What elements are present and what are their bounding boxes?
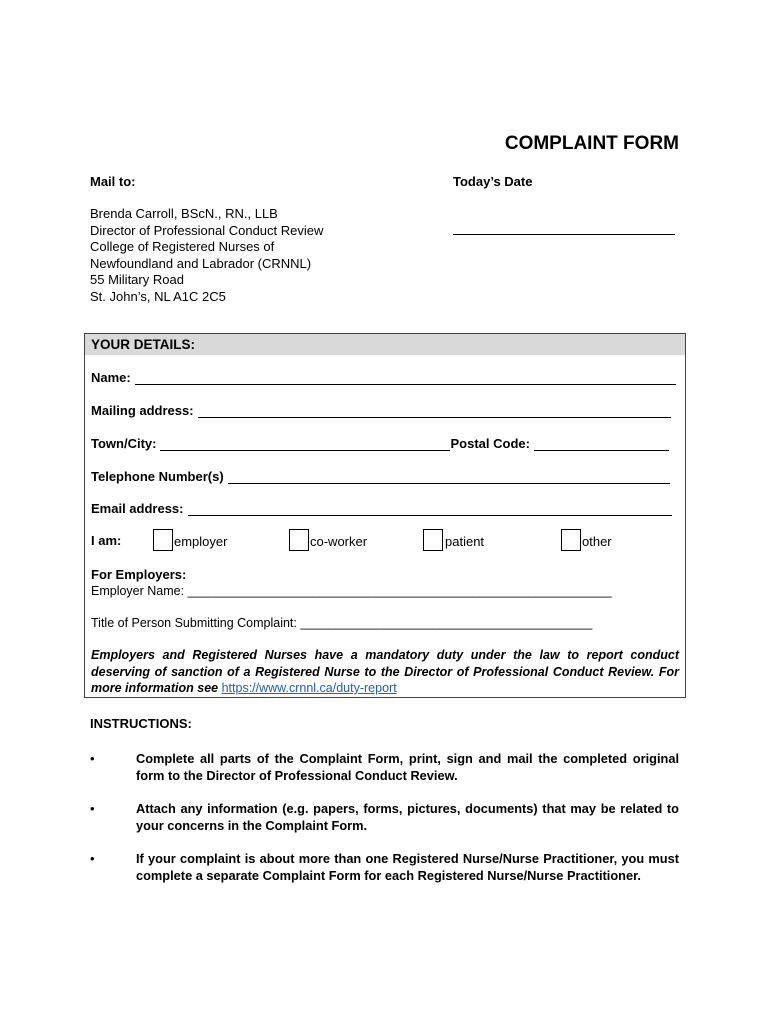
town-label: Town/City: (91, 436, 157, 451)
address-line: College of Registered Nurses of (90, 239, 275, 255)
co-worker-option-label: co-worker (310, 534, 368, 549)
mailing-address-row (91, 403, 671, 418)
for-employers-heading: For Employers: (91, 567, 187, 582)
mailing-address-field[interactable] (198, 404, 671, 418)
name-label: Name: (91, 370, 131, 385)
instructions-heading: INSTRUCTIONS: (90, 716, 192, 731)
your-details-section (84, 333, 686, 698)
duty-text: Employers and Registered Nurses have a mandatory duty under the law to report conduct deserving of sanction of a Registered Nurse to the Director of Professional Conduct Review. For more information see (91, 648, 679, 695)
telephone-label: Telephone Number(s) (91, 469, 224, 484)
employer-name-label: Employer Name: (91, 584, 185, 598)
duty-report-link[interactable]: https://www.crnnl.ca/duty-report (221, 681, 397, 695)
town-postal-row (91, 436, 669, 451)
town-field[interactable] (160, 437, 450, 451)
submitter-title-label: Title of Person Submitting Complaint: (91, 616, 297, 630)
instruction-item: Attach any information (e.g. papers, forms, pictures, documents) that may be related to your concerns in the Complaint Form. (136, 801, 679, 833)
instruction-item: If your complaint is about more than one Registered Nurse/Nurse Practitioner, you must complete a separate Complaint Form for each Registered Nurse/Nurse Practitioner. (136, 851, 679, 883)
bullet-icon: • (90, 801, 95, 816)
bullet-icon: • (90, 851, 95, 866)
section-title: YOUR DETAILS: (91, 337, 195, 352)
section-header (85, 334, 685, 355)
postal-code-field[interactable] (534, 437, 669, 451)
email-field[interactable] (188, 502, 672, 516)
i-am-label: I am: (91, 533, 122, 548)
patient-option-label: patient (445, 534, 485, 549)
date-field-line[interactable] (453, 234, 675, 235)
employer-name-field[interactable]: _____________________________________________________________ (187, 584, 612, 598)
name-row (91, 370, 676, 385)
patient-checkbox[interactable] (423, 529, 443, 551)
employer-name-row (91, 584, 612, 598)
postal-code-label: Postal Code: (450, 436, 530, 451)
mailing-address-block (90, 206, 323, 306)
telephone-row (91, 469, 670, 484)
employer-option-label: employer (174, 534, 228, 549)
submitter-title-field[interactable]: __________________________________________ (300, 616, 593, 630)
address-line: Director of Professional Conduct Review (90, 222, 324, 238)
other-checkbox[interactable] (561, 529, 581, 551)
mandatory-duty-notice (91, 647, 679, 697)
address-line: 55 Military Road (90, 272, 184, 288)
employer-checkbox[interactable] (153, 529, 173, 551)
email-label: Email address: (91, 501, 184, 516)
form-title: COMPLAINT FORM (504, 133, 679, 154)
other-option-label: other (582, 534, 612, 549)
submitter-title-row (91, 616, 592, 630)
address-line: Newfoundland and Labrador (CRNNL) (90, 255, 312, 271)
name-field[interactable] (135, 371, 676, 385)
address-line: Brenda Carroll, BScN., RN., LLB (90, 206, 278, 221)
todays-date-label: Today’s Date (453, 174, 533, 189)
bullet-icon: • (90, 751, 95, 766)
mail-to-label: Mail to: (90, 174, 136, 189)
mailing-address-label: Mailing address: (91, 403, 194, 418)
instruction-item: Complete all parts of the Complaint Form, print, sign and mail the completed original form to the Director of Professional Conduct Review. (136, 751, 679, 783)
telephone-field[interactable] (228, 470, 670, 484)
address-line: St. John’s, NL A1C 2C5 (90, 288, 226, 304)
co-worker-checkbox[interactable] (289, 529, 309, 551)
email-row (91, 501, 672, 516)
